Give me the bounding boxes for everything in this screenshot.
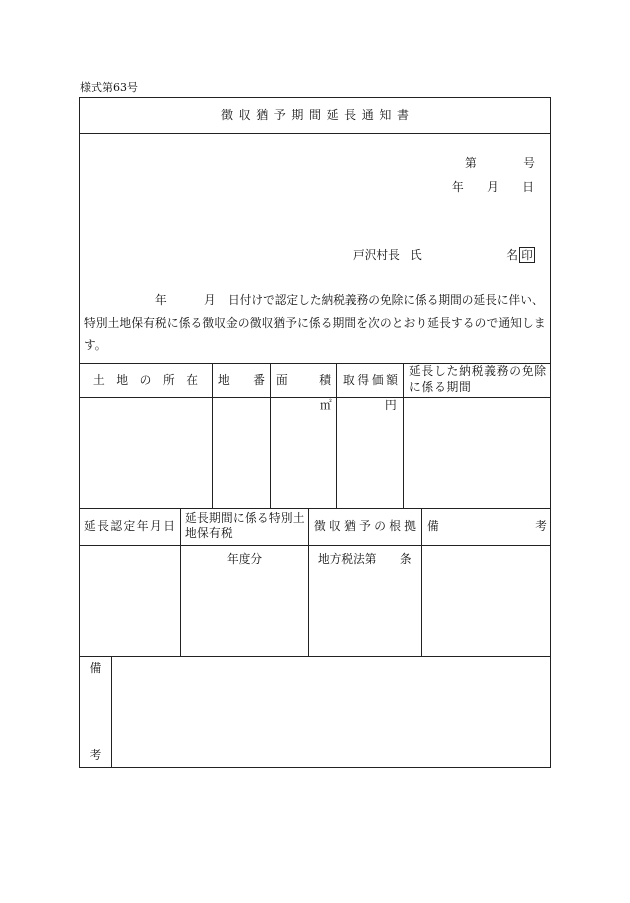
body-text-line-3: す。 [84,338,107,352]
char: 通 [361,108,374,122]
char: 日 [522,180,534,194]
char: 土 [93,373,105,387]
char: 期 [291,108,304,122]
char: 年 [136,519,149,533]
title-divider [79,133,551,134]
land-table-header-rule [79,397,551,398]
char: 知 [379,108,392,122]
char: 番 [253,373,265,387]
header-lot-number [218,374,265,386]
column-divider [403,363,404,508]
char: 収 [238,108,251,122]
char: 拠 [404,519,416,533]
char: 価 [371,373,384,387]
column-divider [336,363,337,508]
char: 猶 [256,108,269,122]
document-number [465,157,535,169]
char: 名 [506,248,518,262]
document-title [221,109,409,121]
column-divider [421,508,422,656]
char: 号 [523,156,535,170]
char: 積 [319,373,331,387]
header-acquisition-price [343,374,398,386]
char: 日 [163,519,175,533]
char: 収 [329,519,341,533]
column-divider [111,656,112,768]
char: 地 [218,373,230,387]
header-extended-exemption-period: 延長した納税義務の免除に係る期間 [409,364,547,394]
price-unit: 円 [385,398,397,412]
body-year-label: 年 [155,293,167,307]
char: 予 [359,519,371,533]
issue-date [452,181,534,193]
form-number: 様式第63号 [80,81,138,94]
char: 間 [308,108,321,122]
extension-table-header-rule [79,545,551,546]
char: 取 [343,373,355,387]
char: 備 [89,661,102,675]
header-remarks [427,520,547,532]
column-divider [270,363,271,508]
char: 徴 [221,108,234,122]
char: 面 [276,373,288,387]
char: 予 [273,108,286,122]
char: の [374,519,386,533]
char: 延 [326,108,339,122]
char: 書 [396,108,409,122]
column-divider [180,508,181,656]
char: 考 [89,748,102,762]
char: 備 [427,519,439,533]
char: 根 [389,519,401,533]
char: 定 [123,519,136,533]
form-frame [79,97,551,768]
column-divider [308,508,309,656]
char: 長 [97,519,109,533]
header-land-location [93,374,198,386]
header-approval-date [84,520,175,532]
char: 得 [357,373,370,387]
char: 月 [150,519,162,533]
char: 長 [344,108,357,122]
char: 地 [116,373,129,387]
char: 延 [84,519,96,533]
law-article-label: 地方税法第 条 [318,552,412,566]
char: 第 [465,156,477,170]
char: 年 [452,180,464,194]
body-text-line-1: 日付けで認定した納税義務の免除に係る期間の延長に伴い、 [228,293,544,307]
header-area [276,374,331,386]
area-unit: ㎡ [320,398,332,412]
body-month-label: 月 [204,293,216,307]
remarks-top-rule [79,656,551,657]
seal-mark: 印 [519,247,535,263]
char: 在 [186,373,198,387]
remarks-label [80,662,111,761]
extension-table-top-rule [79,508,551,509]
char: 額 [386,373,398,387]
header-deferral-basis [314,520,416,532]
char: 所 [162,373,175,387]
char: 猶 [344,519,356,533]
issuer-name-label [410,249,518,261]
char: 認 [110,519,123,533]
header-extension-tax: 延長期間に係る特別土地保有税 [185,511,305,540]
char: 月 [487,180,499,194]
fiscal-year-label: 年度分 [227,552,263,566]
body-text-line-2: 特別土地保有税に係る徴収金の徴収猶予に係る期間を次のとおり延長するので通知しま [84,316,546,330]
char: 徴 [314,519,326,533]
char: の [139,373,152,387]
char: 氏 [410,248,422,262]
column-divider [212,363,213,508]
char: 考 [535,519,547,533]
issuer-title: 戸沢村長 [353,248,400,262]
